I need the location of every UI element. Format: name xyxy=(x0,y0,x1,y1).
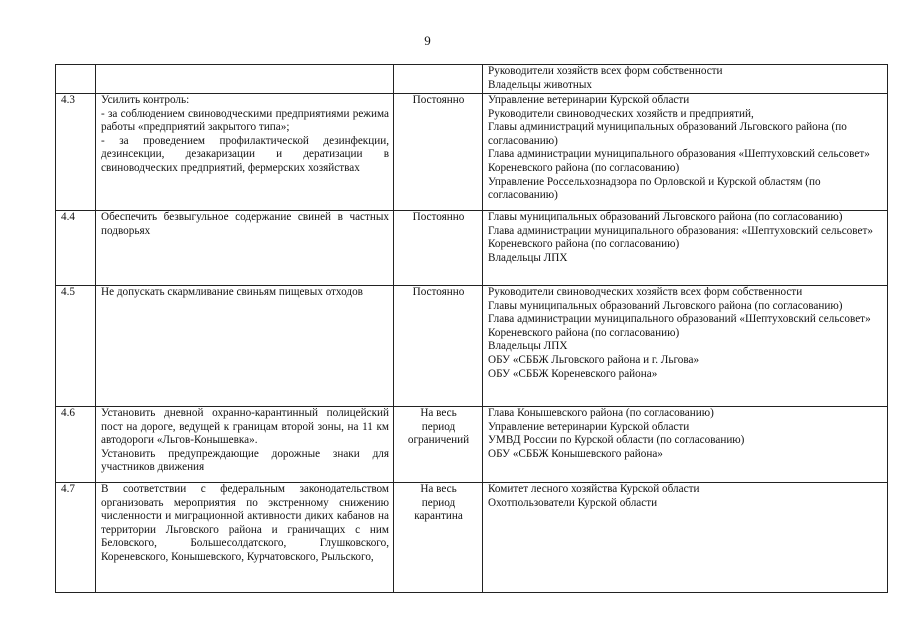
responsible-text: Руководители свиноводческих хозяйств и предприятий, xyxy=(488,107,754,120)
item-number-cell xyxy=(56,65,96,94)
responsible-text: Руководители свиноводческих хозяйств всех форм собственности xyxy=(488,286,803,298)
term-text: ограничений xyxy=(407,434,470,447)
table-row xyxy=(56,65,888,94)
term-text: карантина xyxy=(414,510,463,523)
term-text: период xyxy=(421,420,456,433)
measures-table-body xyxy=(56,65,888,593)
action-cell xyxy=(96,286,394,407)
item-number-cell: 4.3 xyxy=(56,94,96,211)
measures-table xyxy=(55,64,888,593)
term-text: На весь xyxy=(420,407,457,419)
item-number-cell: 4.4 xyxy=(56,211,96,286)
responsible-cell xyxy=(483,286,888,407)
action-text: Не допускать скармливание свиньям пищевых отходов xyxy=(101,286,363,298)
responsible-text: УМВД России по Курской области (по согласованию) xyxy=(488,434,745,447)
term-cell xyxy=(394,94,483,211)
responsible-text: Владельцы ЛПХ xyxy=(488,340,568,353)
responsible-cell xyxy=(483,407,888,483)
responsible-text: Управление Россельхознадзора по Орловской и Курской областям (по согласованию) xyxy=(488,175,821,202)
responsible-cell xyxy=(483,483,888,593)
item-number-cell: 4.6 xyxy=(56,407,96,483)
responsible-text: Управление ветеринарии Курской области xyxy=(488,94,690,106)
responsible-cell xyxy=(483,65,888,94)
term-cell xyxy=(394,407,483,483)
action-text: - за соблюдением свиноводческими предприятиями режима работы «предприятий закрытого типа»; xyxy=(101,107,389,134)
responsible-text: Владельцы ЛПХ xyxy=(488,251,568,264)
term-text: Постоянно xyxy=(412,94,465,106)
table-row xyxy=(56,407,888,483)
action-cell xyxy=(96,94,394,211)
term-cell xyxy=(394,286,483,407)
responsible-text: Руководители хозяйств всех форм собственности xyxy=(488,65,723,77)
table-row xyxy=(56,94,888,211)
term-cell xyxy=(394,483,483,593)
action-cell xyxy=(96,211,394,286)
item-number-cell: 4.7 xyxy=(56,483,96,593)
responsible-text: Главы муниципальных образований Льговского района (по согласованию) xyxy=(488,299,843,312)
responsible-text: ОБУ «СББЖ Конышевского района» xyxy=(488,447,663,460)
responsible-text: Управление ветеринарии Курской области xyxy=(488,420,690,433)
item-number-cell: 4.5 xyxy=(56,286,96,407)
responsible-text: Охотпользователи Курской области xyxy=(488,496,658,509)
responsible-text: Владельцы животных xyxy=(488,78,593,91)
table-row xyxy=(56,286,888,407)
responsible-cell xyxy=(483,211,888,286)
table-row xyxy=(56,483,888,593)
term-cell xyxy=(394,65,483,94)
action-text: В соответствии с федеральным законодательством организовать мероприятия по экстренному снижению численности и миграционной активности диких кабанов на территории Льговского района и граничащих с ним Беловского, Большесолдатского, Глушковского, Кореневского, Конышевского, Курчатовского, Рыльского, xyxy=(101,483,389,563)
responsible-text: Глава администрации муниципального образования «Шептуховский сельсовет» Кореневского района (по согласованию) xyxy=(488,148,870,174)
term-text: Постоянно xyxy=(412,286,465,298)
term-text: период xyxy=(421,496,456,509)
action-cell xyxy=(96,407,394,483)
term-text: На весь xyxy=(420,483,457,495)
responsible-text: Глава Конышевского района (по согласованию) xyxy=(488,407,714,419)
responsible-text: Глава администрации муниципального образований «Шептуховский сельсовет» Кореневского района (по согласованию) xyxy=(488,313,871,339)
responsible-text: ОБУ «СББЖ Льговского района и г. Льгова» xyxy=(488,353,700,366)
responsible-text: Комитет лесного хозяйства Курской области xyxy=(488,483,700,495)
table-row xyxy=(56,211,888,286)
action-text: Установить предупреждающие дорожные знаки для участников движения xyxy=(101,447,389,474)
action-cell xyxy=(96,65,394,94)
responsible-text: Глава администрации муниципального образования: «Шептуховский сельсовет» Кореневского района (по согласованию) xyxy=(488,224,873,251)
action-text: Обеспечить безвыгульное содержание свиней в частных подворьях xyxy=(101,211,389,237)
term-text: Постоянно xyxy=(412,211,465,223)
responsible-text: ОБУ «СББЖ Кореневского района» xyxy=(488,367,658,380)
action-text: - за проведением профилактической дезинфекции, дезинсекции, дезакаризации и дератизации в свиноводческих предприятий, фермерских хозяйствах xyxy=(101,134,389,174)
action-text: Установить дневной охранно-карантинный полицейский пост на дороге, ведущей к границам второй зоны, на 11 км автодороги «Льгов-Конышевка». xyxy=(101,407,389,447)
responsible-cell xyxy=(483,94,888,211)
page-number: 9 xyxy=(424,33,431,48)
term-cell xyxy=(394,211,483,286)
responsible-text: Главы администраций муниципальных образований Льговского района (по согласованию) xyxy=(488,121,847,147)
action-text: Усилить контроль: xyxy=(101,94,190,106)
action-cell xyxy=(96,483,394,593)
responsible-text: Главы муниципальных образований Льговского района (по согласованию) xyxy=(488,211,843,223)
